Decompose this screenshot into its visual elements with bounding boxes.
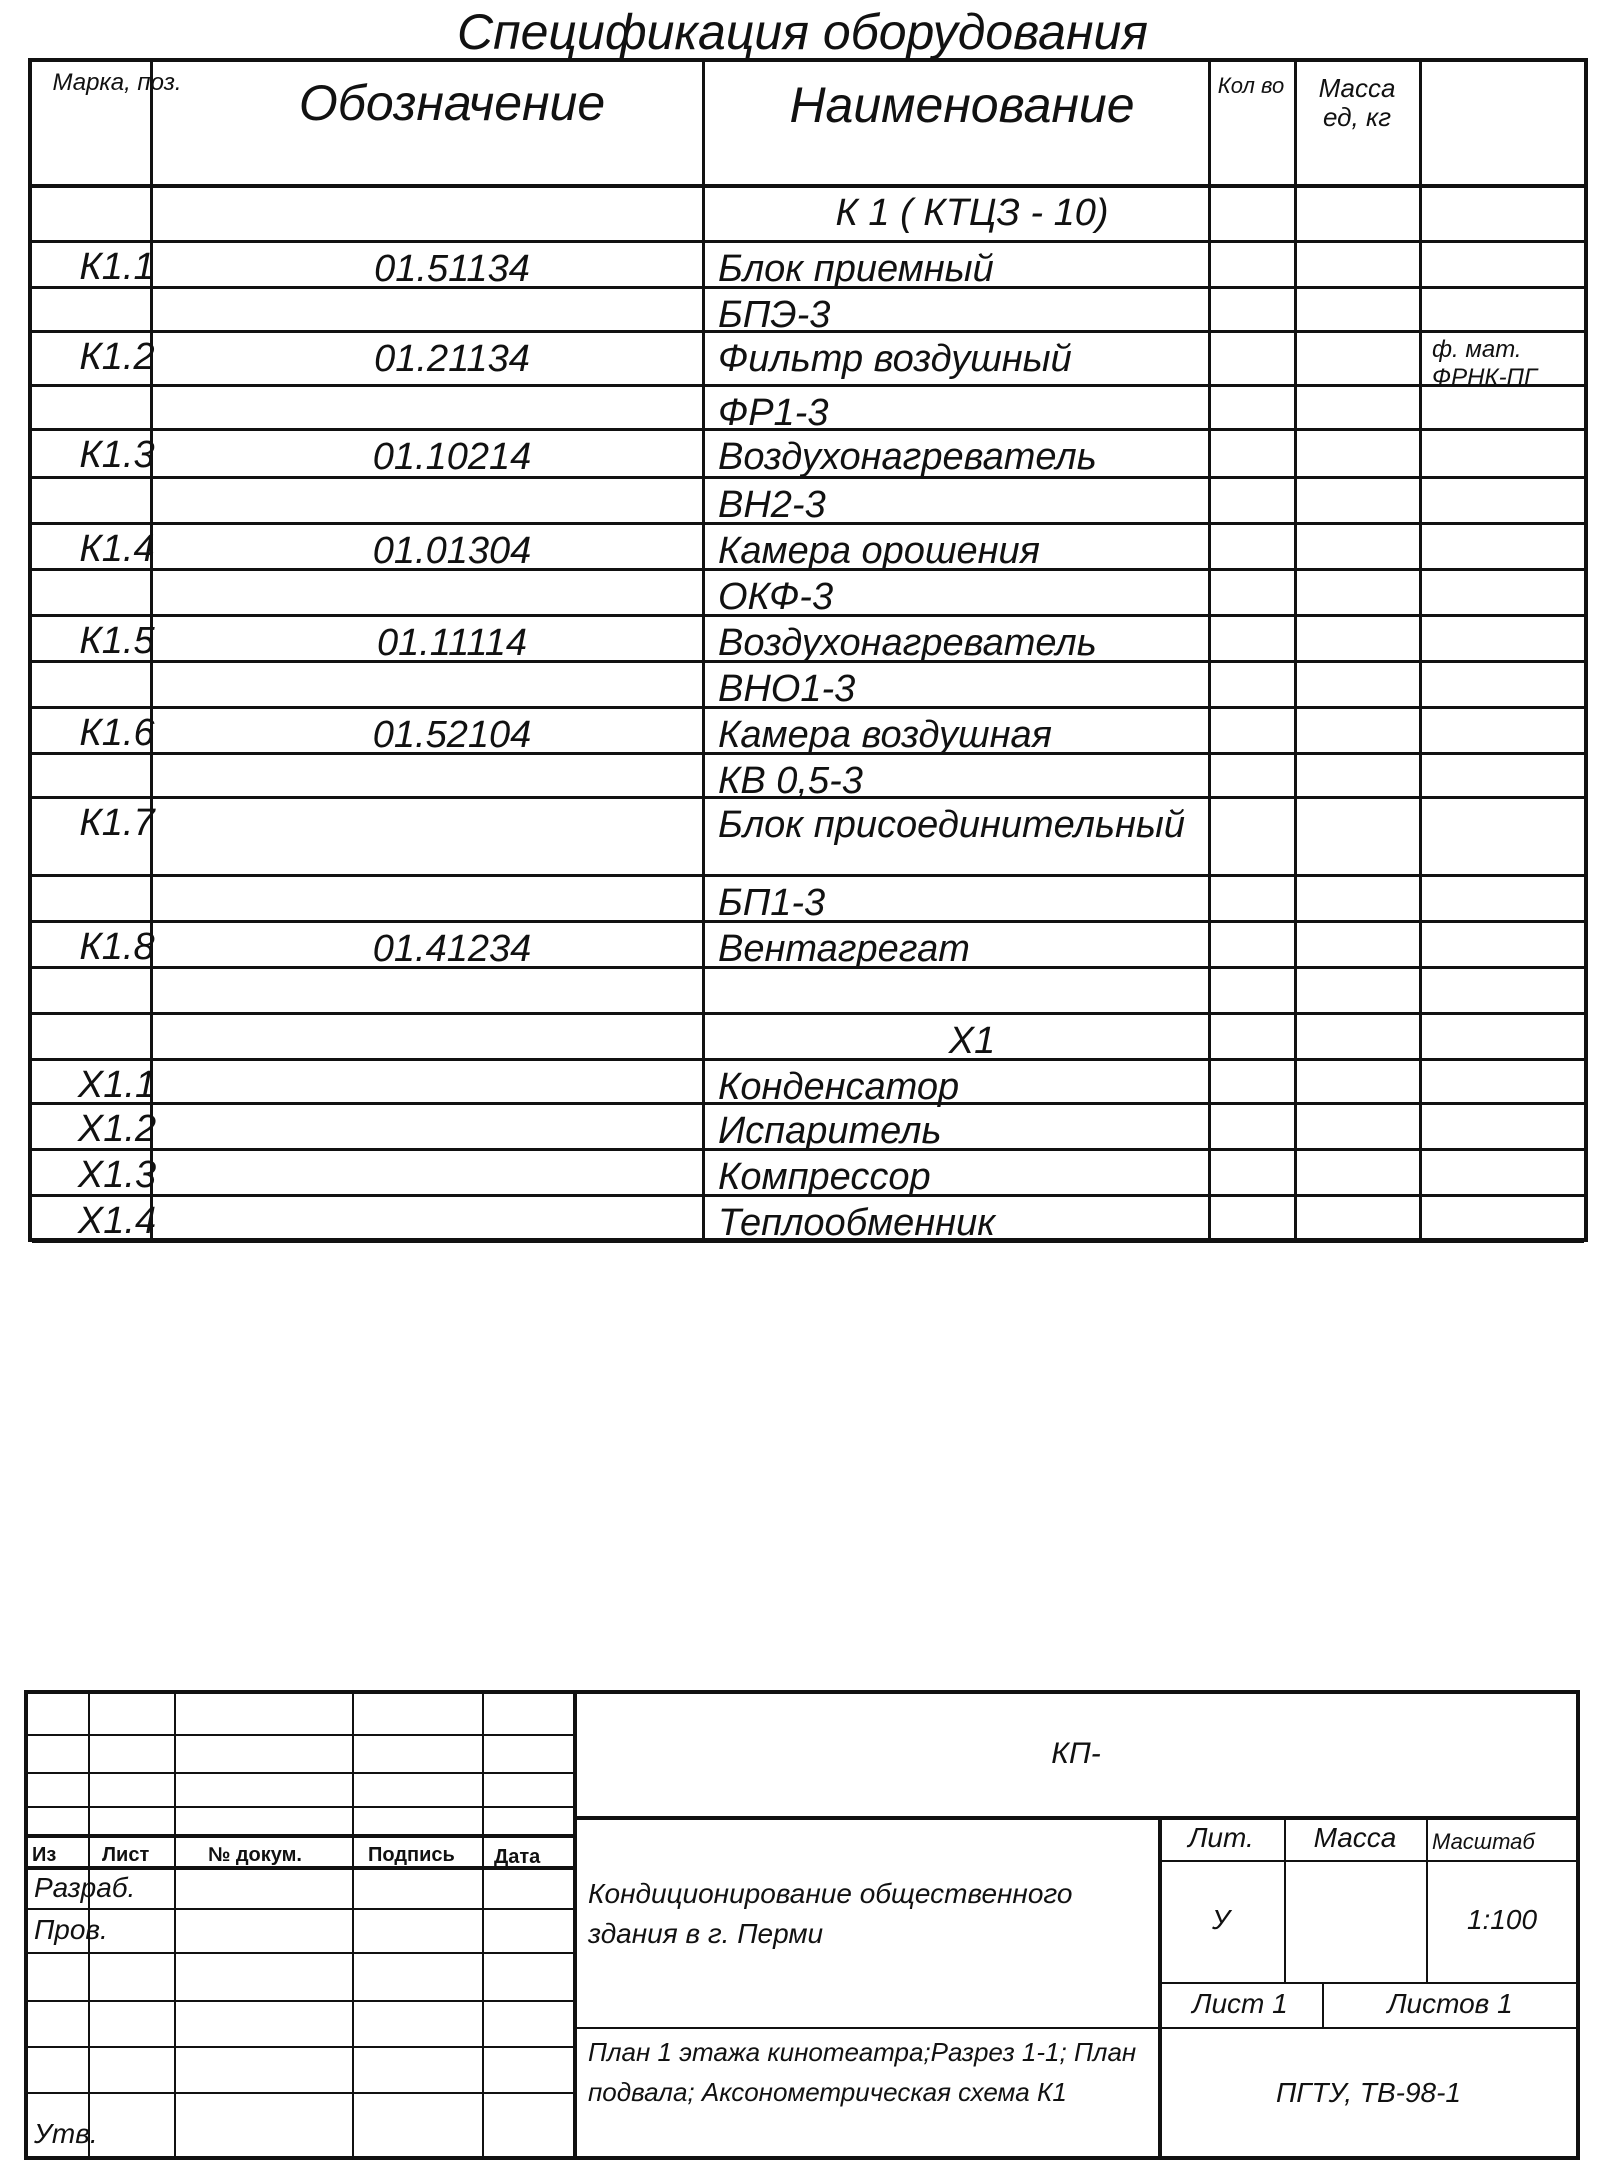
lit-value: У	[1212, 1904, 1230, 1935]
cell-name: ФР1-3	[718, 392, 829, 434]
sheet-content: План 1 этажа кинотеатра;Разрез 1-1; План подвала; Аксонометрическая схема К1	[588, 2037, 1137, 2107]
grid-line	[573, 2027, 1579, 2029]
table-row	[32, 384, 1584, 434]
table-row	[32, 660, 1584, 710]
row-divider	[32, 874, 1584, 877]
cell-code: 01.51134	[374, 248, 530, 290]
cell-name: Теплообменник	[718, 1202, 996, 1244]
grid-line	[28, 2046, 573, 2048]
row-divider	[32, 1102, 1584, 1105]
row-divider	[32, 1240, 1584, 1243]
header-mass: Масса ед, кг	[1318, 73, 1396, 132]
table-row	[32, 330, 1584, 391]
cell-name: ВН2-3	[718, 484, 826, 526]
cell-name: ВНО1-3	[718, 668, 856, 710]
cell-mark: К1.6	[79, 712, 155, 754]
row-divider	[32, 330, 1584, 333]
row-divider	[32, 522, 1584, 525]
grid-line	[28, 1952, 573, 1954]
cell-name: Воздухонагреватель	[718, 622, 1097, 664]
table-row	[32, 796, 1584, 874]
col-header-doc-no: № докум.	[208, 1844, 302, 1866]
cell-code: 01.10214	[372, 436, 532, 478]
cell-code: 01.11114	[376, 622, 528, 664]
cell-name: Камера орошения	[718, 530, 1040, 572]
table-row	[32, 1102, 1584, 1152]
cell-name: К 1 ( КТЦЗ - 10)	[835, 192, 1109, 234]
table-row	[32, 1012, 1584, 1062]
row-divider	[32, 286, 1584, 289]
table-row	[32, 568, 1584, 618]
cell-code: 01.52104	[372, 714, 532, 756]
grid-line	[28, 2092, 573, 2094]
cell-note: ф. мат. ФРНК-ПГ	[1432, 336, 1537, 391]
cell-mark: Х1.1	[77, 1064, 157, 1106]
header-qty: Кол во	[1217, 73, 1285, 98]
cell-name: Испаритель	[718, 1110, 942, 1152]
grid-line	[28, 2000, 573, 2002]
header-code: Обозначение	[298, 75, 606, 131]
cell-mark: К1.8	[79, 926, 155, 968]
row-divider	[32, 384, 1584, 387]
col-header-signature: Подпись	[368, 1844, 455, 1866]
header-mark: Марка, поз.	[52, 69, 182, 96]
scale-label: Масштаб	[1432, 1829, 1535, 1854]
cell-code: 01.21134	[374, 338, 530, 380]
cell-mark: К1.4	[79, 528, 155, 570]
role-developer: Разраб.	[34, 1872, 136, 1903]
table-row	[32, 522, 1584, 572]
row-divider	[32, 966, 1584, 969]
cell-mark: К1.3	[79, 434, 155, 476]
row-divider	[32, 920, 1584, 923]
grid-line	[28, 1734, 573, 1736]
col-header-iz: Из	[32, 1844, 57, 1866]
row-divider	[32, 1194, 1584, 1197]
row-divider	[32, 706, 1584, 709]
table-row	[32, 966, 1584, 1012]
grid-line	[482, 1694, 484, 2160]
specification-table	[28, 58, 1588, 1242]
cell-name: Воздухонагреватель	[718, 436, 1097, 478]
grid-line	[352, 1694, 354, 2160]
table-row	[32, 1194, 1584, 1244]
sheets-total: Листов 1	[1387, 1988, 1513, 2019]
row-divider	[32, 1012, 1584, 1015]
col-header-date: Дата	[494, 1846, 541, 1868]
grid-line	[28, 1908, 573, 1910]
table-row	[32, 1058, 1584, 1108]
grid-line	[1158, 1860, 1579, 1862]
row-divider	[32, 1148, 1584, 1151]
document-code: КП-	[1051, 1737, 1101, 1770]
row-divider	[32, 752, 1584, 755]
grid-line	[28, 1834, 573, 1838]
row-divider	[32, 428, 1584, 431]
row-divider	[32, 1058, 1584, 1061]
row-divider	[32, 184, 1584, 188]
grid-line	[573, 1816, 1579, 1820]
cell-mark: К1.1	[79, 246, 155, 288]
cell-mark: К1.5	[79, 620, 155, 662]
table-row	[32, 286, 1584, 336]
grid-line	[1426, 1816, 1428, 1982]
cell-mark: Х1.2	[77, 1108, 157, 1150]
role-approver: Утв.	[34, 2118, 98, 2149]
grid-line	[1158, 1982, 1579, 1984]
organization: ПГТУ, ТВ-98-1	[1275, 2077, 1462, 2108]
cell-mark: Х1.3	[77, 1154, 157, 1196]
row-divider	[32, 796, 1584, 799]
cell-name: Камера воздушная	[718, 714, 1052, 756]
grid-line	[174, 1694, 176, 2160]
mass-label: Масса	[1313, 1822, 1397, 1853]
project-name: Кондиционирование общественного здания в г. Перми	[588, 1878, 1073, 1949]
header-name: Наименование	[789, 77, 1135, 133]
col-header-list: Лист	[102, 1844, 150, 1866]
sheet-number: Лист 1	[1192, 1988, 1288, 2019]
cell-mark: Х1.4	[77, 1200, 157, 1242]
table-row	[32, 752, 1584, 802]
row-divider	[32, 240, 1584, 243]
scale-value: 1:100	[1466, 1904, 1538, 1935]
cell-code: 01.41234	[372, 928, 532, 970]
cell-name: Компрессор	[718, 1156, 931, 1198]
cell-name: Блок приемный	[718, 248, 994, 290]
table-row	[32, 240, 1584, 290]
cell-name: БПЭ-3	[718, 294, 831, 336]
cell-code: 01.01304	[372, 530, 532, 572]
row-divider	[32, 660, 1584, 663]
table-row	[32, 614, 1584, 664]
table-row	[32, 476, 1584, 526]
cell-name: КВ 0,5-3	[718, 760, 863, 802]
cell-name: Блок присоединительный	[718, 804, 1185, 846]
cell-mark: К1.2	[79, 336, 155, 378]
cell-mark: К1.7	[79, 802, 155, 844]
cell-name: Х1	[948, 1020, 996, 1062]
cell-name: Фильтр воздушный	[718, 338, 1072, 380]
table-row	[32, 706, 1584, 756]
table-row	[32, 1148, 1584, 1198]
table-row	[32, 920, 1584, 970]
table-row	[32, 428, 1584, 476]
title-block	[24, 1690, 1580, 2160]
table-row	[32, 184, 1584, 240]
row-divider	[32, 568, 1584, 571]
row-divider	[32, 476, 1584, 479]
lit-label: Лит.	[1188, 1822, 1254, 1853]
cell-name: ОКФ-3	[718, 576, 834, 618]
grid-line	[28, 1806, 573, 1808]
cell-name: БП1-3	[718, 882, 826, 924]
cell-name: Конденсатор	[718, 1066, 960, 1108]
row-divider	[32, 614, 1584, 617]
table-row	[32, 874, 1584, 924]
role-checker: Пров.	[34, 1914, 108, 1945]
cell-name: Вентагрегат	[718, 928, 970, 970]
grid-line	[28, 1772, 573, 1774]
document-title: Спецификация оборудования	[457, 4, 1148, 60]
